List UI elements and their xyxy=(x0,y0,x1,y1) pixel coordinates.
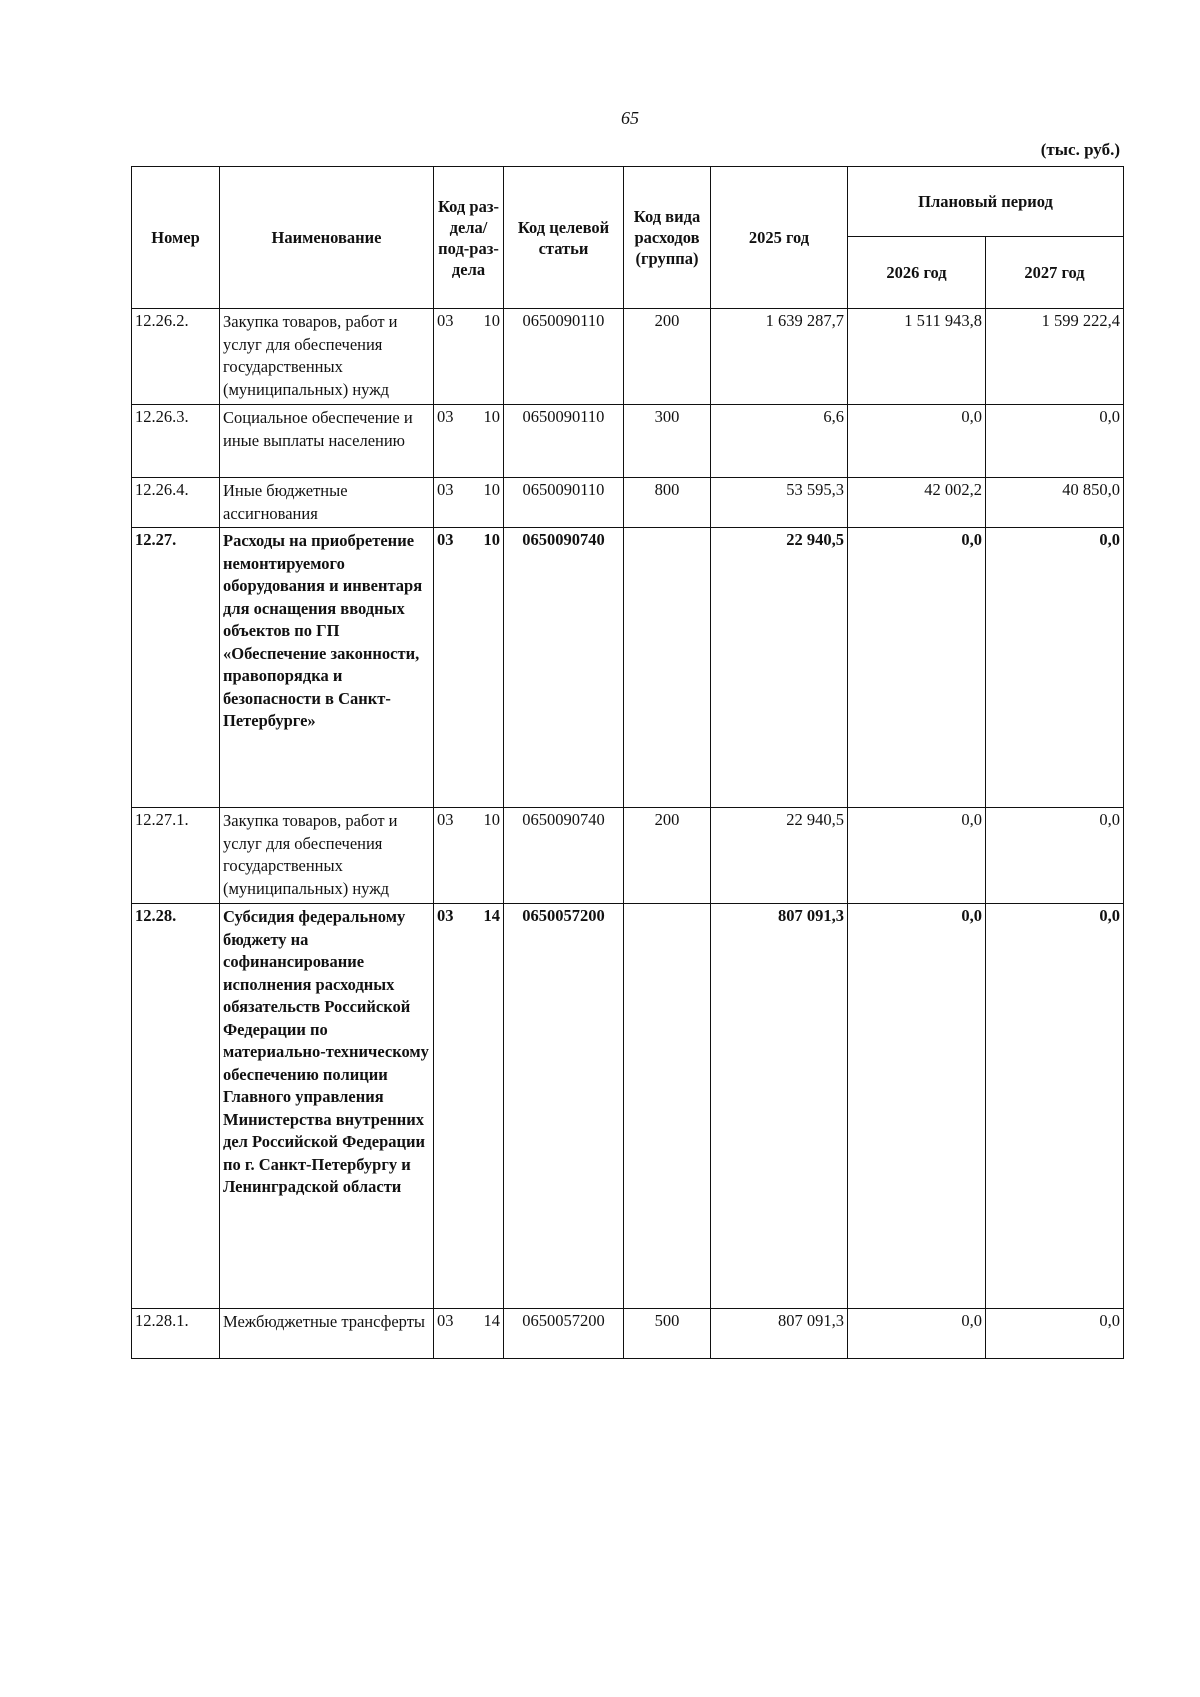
row-target-code: 0650090740 xyxy=(504,528,624,808)
row-amount-2026: 0,0 xyxy=(848,405,986,478)
row-amount-2026: 42 002,2 xyxy=(848,478,986,528)
header-year-2027: 2027 год xyxy=(986,237,1124,309)
row-amount-2025: 6,6 xyxy=(711,405,848,478)
row-amount-2025: 22 940,5 xyxy=(711,808,848,904)
row-name: Закупка товаров, работ и услуг для обеспечения государственных (муниципальных) нужд xyxy=(220,808,434,904)
subsection-code: 10 xyxy=(483,480,500,499)
row-target-code: 0650090110 xyxy=(504,405,624,478)
subsection-code: 14 xyxy=(483,906,500,925)
row-target-code: 0650090110 xyxy=(504,309,624,405)
row-section-code xyxy=(434,808,504,904)
section-code: 03 xyxy=(437,530,454,549)
table-row xyxy=(132,309,1124,405)
section-code: 03 xyxy=(437,1311,454,1330)
table-row xyxy=(132,808,1124,904)
page-number: 65 xyxy=(621,108,639,128)
header-number: Номер xyxy=(132,167,220,309)
row-name: Субсидия федеральному бюджету на софинансирование исполнения расходных обязательств Российской Федерации по материально-техническому обеспечению полиции Главного управления Министерства внутренних дел Российской Федерации по г. Санкт-Петербургу и Ленинградской области xyxy=(220,904,434,1309)
row-name: Социальное обеспечение и иные выплаты населению xyxy=(220,405,434,478)
subsection-code: 10 xyxy=(483,407,500,426)
row-amount-2027: 0,0 xyxy=(986,1309,1124,1359)
section-code: 03 xyxy=(437,480,454,499)
row-target-code: 0650057200 xyxy=(504,904,624,1309)
row-expense-type xyxy=(624,528,711,808)
row-number: 12.27.1. xyxy=(132,808,220,904)
header-year-2026: 2026 год xyxy=(848,237,986,309)
budget-table xyxy=(131,166,1124,1359)
row-expense-type: 300 xyxy=(624,405,711,478)
row-amount-2026: 0,0 xyxy=(848,808,986,904)
header-section-code: Код раз-дела/ под-раз-дела xyxy=(434,167,504,309)
row-amount-2027: 40 850,0 xyxy=(986,478,1124,528)
row-section-code xyxy=(434,1309,504,1359)
row-amount-2025: 807 091,3 xyxy=(711,904,848,1309)
subsection-code: 10 xyxy=(483,810,500,829)
header-name: Наименование xyxy=(220,167,434,309)
subsection-code: 10 xyxy=(483,311,500,330)
table-row xyxy=(132,405,1124,478)
section-code: 03 xyxy=(437,407,454,426)
units-label: (тыс. руб.) xyxy=(1040,140,1120,159)
row-amount-2027: 0,0 xyxy=(986,808,1124,904)
section-code: 03 xyxy=(437,906,454,925)
row-name: Расходы на приобретение немонтируемого оборудования и инвентаря для оснащения вводных объектов по ГП «Обеспечение законности, правопорядка и безопасности в Санкт-Петербурге» xyxy=(220,528,434,808)
row-target-code: 0650090110 xyxy=(504,478,624,528)
header-year-2025: 2025 год xyxy=(711,167,848,309)
header-target-code: Код целевой статьи xyxy=(504,167,624,309)
row-number: 12.28.1. xyxy=(132,1309,220,1359)
table-row xyxy=(132,528,1124,808)
header-plan-period: Плановый период xyxy=(848,167,1124,237)
row-number: 12.26.3. xyxy=(132,405,220,478)
row-target-code: 0650057200 xyxy=(504,1309,624,1359)
row-name: Иные бюджетные ассигнования xyxy=(220,478,434,528)
row-number: 12.26.2. xyxy=(132,309,220,405)
row-amount-2025: 807 091,3 xyxy=(711,1309,848,1359)
row-section-code xyxy=(434,904,504,1309)
table-row xyxy=(132,1309,1124,1359)
row-amount-2026: 0,0 xyxy=(848,904,986,1309)
row-expense-type xyxy=(624,904,711,1309)
subsection-code: 14 xyxy=(483,1311,500,1330)
row-number: 12.26.4. xyxy=(132,478,220,528)
row-name: Закупка товаров, работ и услуг для обеспечения государственных (муниципальных) нужд xyxy=(220,309,434,405)
row-expense-type: 200 xyxy=(624,309,711,405)
row-section-code xyxy=(434,309,504,405)
row-amount-2026: 0,0 xyxy=(848,1309,986,1359)
row-expense-type: 800 xyxy=(624,478,711,528)
row-target-code: 0650090740 xyxy=(504,808,624,904)
row-amount-2025: 1 639 287,7 xyxy=(711,309,848,405)
row-amount-2026: 1 511 943,8 xyxy=(848,309,986,405)
row-amount-2025: 53 595,3 xyxy=(711,478,848,528)
table-row xyxy=(132,904,1124,1309)
row-section-code xyxy=(434,528,504,808)
subsection-code: 10 xyxy=(483,530,500,549)
row-amount-2027: 0,0 xyxy=(986,904,1124,1309)
header-expense-type-code: Код вида расходов (группа) xyxy=(624,167,711,309)
row-expense-type: 200 xyxy=(624,808,711,904)
table-row xyxy=(132,478,1124,528)
row-number: 12.28. xyxy=(132,904,220,1309)
row-amount-2025: 22 940,5 xyxy=(711,528,848,808)
row-expense-type: 500 xyxy=(624,1309,711,1359)
row-section-code xyxy=(434,405,504,478)
section-code: 03 xyxy=(437,311,454,330)
row-amount-2027: 1 599 222,4 xyxy=(986,309,1124,405)
table-body xyxy=(132,309,1124,1359)
section-code: 03 xyxy=(437,810,454,829)
row-amount-2026: 0,0 xyxy=(848,528,986,808)
row-amount-2027: 0,0 xyxy=(986,528,1124,808)
row-name: Межбюджетные трансферты xyxy=(220,1309,434,1359)
row-number: 12.27. xyxy=(132,528,220,808)
row-section-code xyxy=(434,478,504,528)
row-amount-2027: 0,0 xyxy=(986,405,1124,478)
